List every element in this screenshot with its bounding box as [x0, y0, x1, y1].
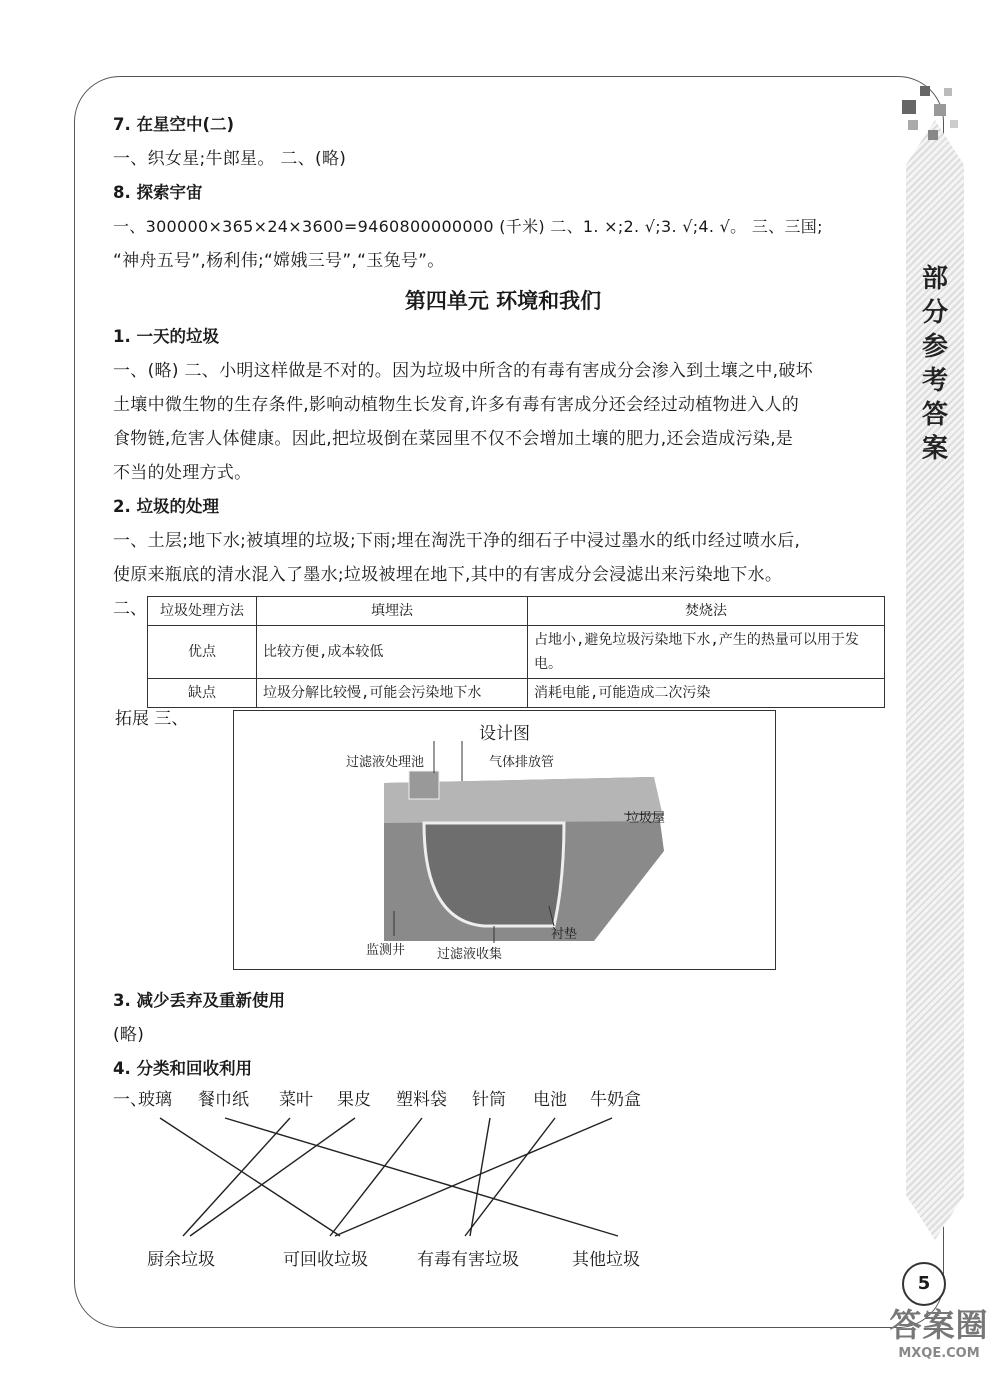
unit-title: 第四单元 环境和我们	[404, 289, 602, 313]
answer-line: 使原来瓶底的清水混入了墨水;垃圾被埋在地下,其中的有害成分会浸滤出来污染地下水。	[113, 565, 783, 585]
category-label: 可回收垃圾	[283, 1250, 368, 1270]
waste-item: 餐巾纸	[198, 1090, 249, 1110]
label-filter-pool: 过滤液处理池	[346, 755, 425, 770]
table-cell: 垃圾分解比较慢,可能会污染地下水	[257, 679, 528, 708]
table-row	[148, 679, 885, 708]
table-header-cell: 垃圾处理方法	[148, 597, 257, 626]
label-monitor-well: 监测井	[366, 943, 406, 958]
answer-line: 一、土层;地下水;被填埋的垃圾;下雨;埋在淘洗干净的细石子中浸过墨水的纸巾经过喷水后,	[113, 531, 801, 551]
table-cell: 比较方便,成本较低	[257, 626, 528, 679]
label-leachate: 过滤液收集	[437, 947, 503, 962]
category-label: 其他垃圾	[572, 1250, 640, 1270]
answer-line: 食物链,危害人体健康。因此,把垃圾倒在菜园里不仅不会增加土壤的肥力,还会造成污染,是	[113, 429, 794, 449]
category-label: 厨余垃圾	[147, 1250, 215, 1270]
label-garbage-house: 垃圾屋	[626, 811, 666, 826]
label-liner: 衬垫	[551, 927, 578, 942]
later-sections	[113, 984, 285, 1086]
watermark-url: MXQE.COM	[898, 1346, 980, 1361]
table-cell: 缺点	[148, 679, 257, 708]
comparison-table	[147, 596, 885, 708]
waste-item: 果皮	[337, 1090, 371, 1110]
page-number: 5	[902, 1262, 946, 1306]
answer-line: 一、300000×365×24×3600=9460800000000 (千米) 二、1. ×;2. √;3. √;4. √。 三、三国;	[113, 217, 823, 236]
side-label: 部 分 参 考 答 案	[921, 264, 948, 464]
table-row	[148, 626, 885, 679]
design-title: 设计图	[479, 724, 530, 744]
waste-item: 玻璃	[138, 1090, 172, 1110]
section-heading: 7. 在星空中(二)	[113, 115, 235, 134]
section-heading: 3. 减少丢弃及重新使用	[113, 991, 285, 1010]
table-cell: 占地小,避免垃圾污染地下水,产生的热量可以用于发电。	[528, 626, 885, 679]
waste-item: 电池	[533, 1090, 567, 1110]
category-label: 有毒有害垃圾	[417, 1250, 519, 1270]
table-cell: 优点	[148, 626, 257, 679]
answer-line: 一、织女星;牛郎星。 二、(略)	[113, 149, 347, 169]
waste-item: 塑料袋	[396, 1090, 447, 1110]
label-gas-pipe: 气体排放管	[489, 755, 555, 770]
answer-line: 不当的处理方式。	[113, 463, 252, 483]
section-heading: 4. 分类和回收利用	[113, 1059, 252, 1078]
table-marker: 二、	[113, 599, 147, 619]
table-header-cell: 焚烧法	[528, 597, 885, 626]
sort-prefix: 一、	[113, 1090, 147, 1110]
waste-item: 菜叶	[279, 1090, 313, 1110]
waste-item: 针筒	[472, 1090, 506, 1110]
table-header-row	[148, 597, 885, 626]
comparison-table-wrap	[113, 596, 893, 708]
answer-line: (略)	[113, 1025, 145, 1045]
section-heading: 1. 一天的垃圾	[113, 327, 219, 346]
table-header-cell: 填埋法	[257, 597, 528, 626]
section-heading: 8. 探索宇宙	[113, 183, 203, 202]
answer-line: “神舟五号”,杨利伟;“嫦娥三号”,“玉兔号”。	[113, 251, 445, 271]
extension-label: 拓展 三、	[115, 709, 189, 729]
waste-item: 牛奶盒	[590, 1090, 641, 1110]
landfill-illustration	[234, 711, 775, 969]
watermark-logo	[880, 1300, 998, 1388]
answer-content	[113, 108, 893, 708]
answer-line: 土壤中微生物的生存条件,影响动植物生长发育,许多有毒有害成分还会经过动植物进入人的	[113, 395, 800, 415]
section-heading: 2. 垃圾的处理	[113, 497, 219, 516]
watermark-main: 答案圈	[889, 1306, 989, 1344]
design-diagram	[233, 710, 776, 970]
table-cell: 消耗电能,可能造成二次污染	[528, 679, 885, 708]
answer-line: 一、(略) 二、小明这样做是不对的。因为垃圾中所含的有毒有害成分会渗入到土壤之中,破坏	[113, 361, 813, 381]
